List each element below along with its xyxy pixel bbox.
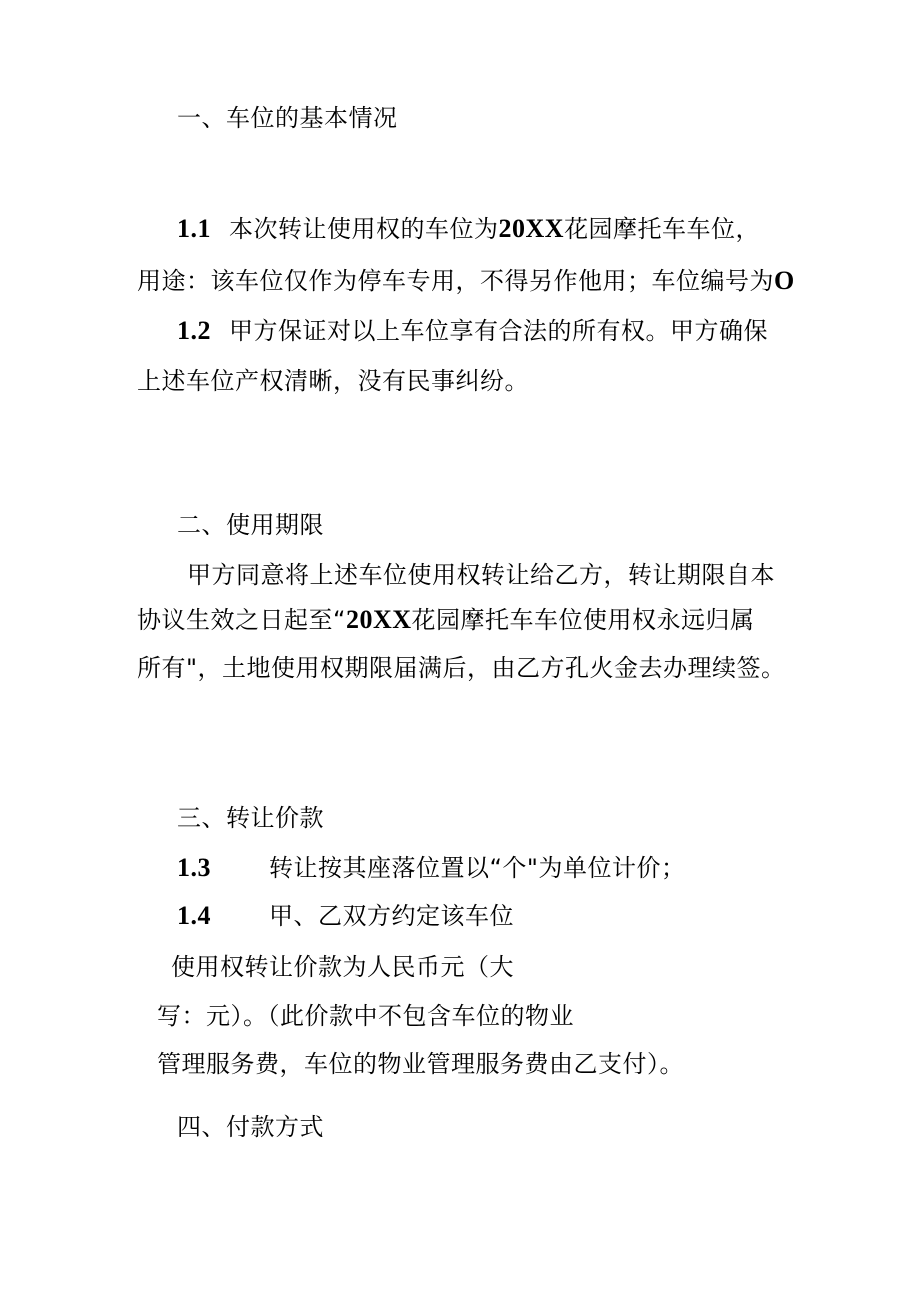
clause-number: 1.4 <box>177 901 211 930</box>
clause-1-2-line-2: 上述车位产权清晰，没有民事纠纷。 <box>137 367 529 395</box>
clause-text: 用途：该车位仅作为停车专用，不得另作他用；车位编号为 <box>137 267 774 295</box>
para-text: 花园摩托车车位使用权永远归属 <box>411 606 755 634</box>
clause-1-4-line-2: 使用权转让价款为人民币元（大 <box>171 953 514 981</box>
project-code: 20XX <box>345 605 412 634</box>
clause-1-2-line-1 <box>177 316 768 346</box>
clause-number: 1.3 <box>177 853 211 882</box>
clause-text: 甲、乙双方约定该车位 <box>269 902 514 930</box>
clause-number: 1.2 <box>177 316 211 345</box>
project-code: 20XX <box>498 214 565 243</box>
section-2-para-line-2 <box>137 605 755 635</box>
section-4-heading: 四、付款方式 <box>177 1113 324 1141</box>
section-2-heading: 二、使用期限 <box>177 511 324 539</box>
clause-1-1-line-1 <box>177 214 760 244</box>
section-3-heading: 三、转让价款 <box>177 804 324 832</box>
clause-text: 本次转让使用权的车位为 <box>229 215 499 243</box>
clause-1-4-line-3: 写：元）。（此价款中不包含车位的物业 <box>157 1002 574 1030</box>
clause-1-4-line-1 <box>177 901 514 931</box>
clause-1-4-line-4: 管理服务费，车位的物业管理服务费由乙支付）。 <box>157 1050 684 1078</box>
section-2-para-line-3: 所有"，土地使用权期限届满后，由乙方孔火金去办理续签。 <box>137 654 786 682</box>
clause-text: 转让按其座落位置以“个"为单位计价； <box>269 854 686 882</box>
clause-text: 甲方保证对以上车位享有合法的所有权。甲方确保 <box>229 317 768 345</box>
section-1-heading: 一、车位的基本情况 <box>177 104 398 132</box>
clause-1-3 <box>177 853 685 883</box>
clause-number: 1.1 <box>177 214 211 243</box>
clause-text: 花园摩托车车位， <box>564 215 761 243</box>
space-number: O <box>774 266 795 295</box>
para-text: 协议生效之日起至“ <box>137 606 346 634</box>
section-2-para-line-1: 甲方同意将上述车位使用权转让给乙方，转让期限自本 <box>187 561 775 589</box>
clause-1-1-line-2 <box>137 266 795 296</box>
